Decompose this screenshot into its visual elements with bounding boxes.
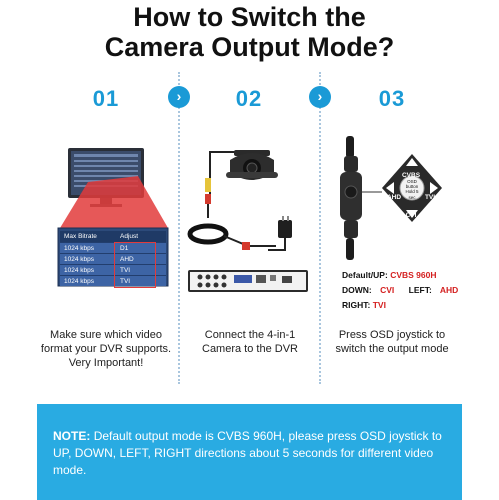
title-line-2: Camera Output Mode? <box>104 32 395 62</box>
note-text: Default output mode is CVBS 960H, please press OSD joystick to UP, DOWN, LEFT, RIGHT directions about 5 seconds for different video mode. <box>53 429 442 477</box>
joystick-label-right: TVI <box>424 194 436 201</box>
table-header-adjust: Adjust <box>120 233 139 240</box>
chevron-right-icon: › <box>168 86 190 108</box>
joystick-label-left: AHD <box>386 194 402 201</box>
table-row: 1024 kbps AHD <box>60 253 166 264</box>
table-row: 1024 kbps TVI <box>60 264 166 275</box>
camera-dvr-illustration <box>186 138 316 298</box>
step-number-2: 02 <box>235 86 263 111</box>
legend-left-value: AHD <box>439 285 459 295</box>
table-row: 1024 kbps TVI <box>60 275 166 286</box>
step-number-1: 01 <box>92 86 120 111</box>
page-title <box>0 2 499 62</box>
legend-right-label: RIGHT: <box>342 300 371 310</box>
legend-down-label: DOWN: <box>342 285 372 295</box>
legend-right-value: TVI <box>372 300 386 310</box>
adjust-highlight-box <box>114 242 156 288</box>
table-row: 1024 kbps D1 <box>60 242 166 253</box>
table-header-bitrate: Max Bitrate <box>64 233 97 240</box>
step-number-3: 03 <box>378 86 406 111</box>
legend-down-value: CVI <box>380 285 395 295</box>
legend-default-label: Default/UP: <box>342 270 388 280</box>
step-3-description: Press OSD joystick to switch the output mode <box>335 329 449 355</box>
title-line-1: How to Switch the <box>133 2 366 32</box>
note-label: NOTE: <box>53 429 91 443</box>
chevron-right-icon: › <box>309 86 331 108</box>
output-mode-legend <box>342 268 472 313</box>
joystick-label-down: CVI <box>405 212 417 219</box>
output-mode-table <box>60 231 166 286</box>
legend-default-value: CVBS 960H <box>390 270 437 280</box>
joystick-center-text: OSD button Hold 5 sec <box>405 179 419 200</box>
joystick-label-up: CVBS <box>401 172 421 179</box>
step-2-description: Connect the 4-in-1 Camera to the DVR <box>202 329 298 355</box>
legend-left-label: LEFT: <box>408 285 432 295</box>
step-1-description: Make sure which video format your DVR supports. Very Important! <box>40 329 172 369</box>
note-box <box>37 404 462 500</box>
